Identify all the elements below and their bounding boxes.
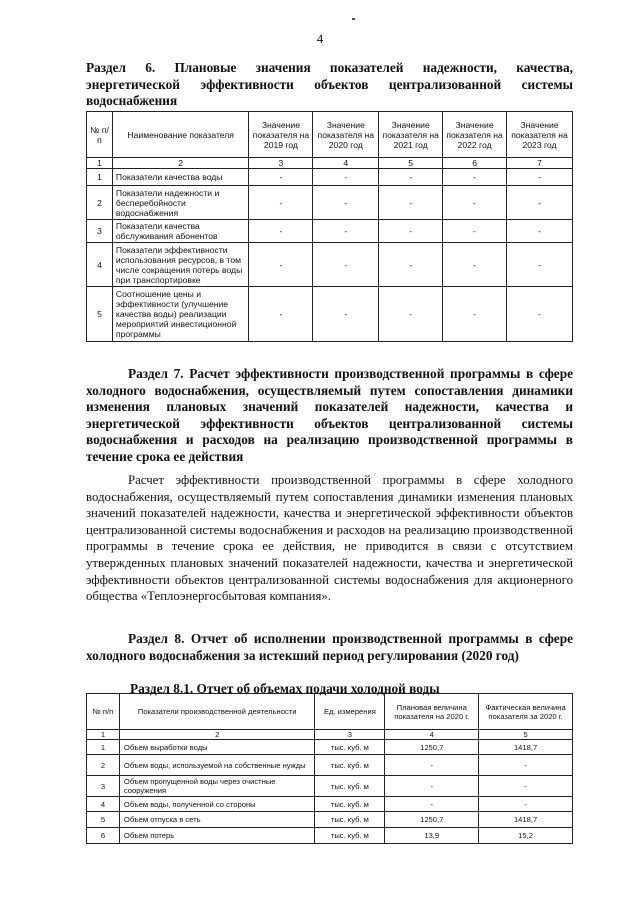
header-cell: Фактическая величина показателя за 2020 г. [479,694,573,730]
plan-value: - [385,755,479,776]
header-cell: Ед. измерения [315,694,385,730]
column-number: 3 [315,730,385,740]
column-number: 5 [379,158,443,169]
section7-paragraph-text: Расчет эффективности производственной программы в сфере холодного водоснабжения, осуществляемый путем сопоставления динамики изменения плановых значений показателей надежности, качества и энергетической эффективности объектов централизованной системы водоснабжения и расходов на реализацию производственной программы в течение срока ее действия, не приводится в связи с отсутствием утвержденных плановых значений показателей надежности, качества и энергетической эффективности объектов централизованной системы водоснабжения для акционерного общества «Теплоэнергосбытовая компания». [86,473,573,604]
indicator-name: Объем выработки воды [119,740,315,755]
value-cell: - [507,287,573,342]
plan-value: - [385,797,479,812]
indicator-name: Соотношение цены и эффективности (улучшение качества воды) реализации мероприятий инвестиционной программы [112,287,249,342]
value-cell: - [313,186,379,220]
column-number: 1 [87,158,113,169]
row-number: 5 [87,287,113,342]
unit-cell: тыс. куб. м [315,776,385,797]
fact-value: - [479,797,573,812]
row-number: 6 [87,828,120,844]
section8-1-title: Раздел 8.1. Отчет об объемах подачи холодной воды [130,681,440,696]
table-row [87,243,573,287]
value-cell: - [249,186,313,220]
value-cell: - [249,243,313,287]
header-cell: Значение показателя на 2020 год [313,112,379,158]
value-cell: - [249,169,313,186]
value-cell: - [313,243,379,287]
unit-cell: тыс. куб. м [315,812,385,828]
header-cell: Плановая величина показателя на 2020 г. [385,694,479,730]
value-cell: - [313,169,379,186]
header-cell: Значение показателя на 2021 год [379,112,443,158]
value-cell: - [379,243,443,287]
indicator-name: Объем потерь [119,828,315,844]
column-number: 4 [313,158,379,169]
table-row [87,776,573,797]
unit-cell: тыс. куб. м [315,740,385,755]
indicator-name: Показатели эффективности использования ресурсов, в том числе сокращения потерь воды при транспортировке [112,243,249,287]
value-cell: - [443,287,507,342]
fact-value: - [479,776,573,797]
value-cell: - [443,243,507,287]
row-number: 3 [87,220,113,243]
value-cell: - [507,243,573,287]
row-number: 3 [87,776,120,797]
column-number-row [87,158,573,169]
table-row [87,287,573,342]
header-cell: Значение показателя на 2022 год [443,112,507,158]
table-row [87,740,573,755]
row-number: 2 [87,755,120,776]
row-number: 4 [87,243,113,287]
header-cell: Показатели производственной деятельности [119,694,315,730]
column-number: 1 [87,730,120,740]
table-row [87,797,573,812]
value-cell: - [249,220,313,243]
value-cell: - [313,220,379,243]
section6-table [86,111,573,342]
indicator-name: Объем воды, полученной со стороны [119,797,315,812]
value-cell: - [443,169,507,186]
indicator-name: Объем воды, используемой на собственные нужды [119,755,315,776]
indicator-name: Показатели качества обслуживания абонентов [112,220,249,243]
indicator-name: Объем отпуска в сеть [119,812,315,828]
scan-speck [352,18,355,20]
section6-title: Раздел 6. Плановые значения показателей надежности, качества, энергетической эффективности объектов централизованной системы водоснабжения [86,60,573,108]
page-number: 4 [316,31,324,46]
table-row [87,220,573,243]
header-cell: Значение показателя на 2019 год [249,112,313,158]
unit-cell: тыс. куб. м [315,828,385,844]
table-header-row [87,694,573,730]
plan-value: 1250,7 [385,812,479,828]
table-row [87,755,573,776]
indicator-name: Показатели надежности и бесперебойности водоснабжения [112,186,249,220]
column-number: 2 [119,730,315,740]
header-cell: Наименование показателя [112,112,249,158]
fact-value: 1418,7 [479,740,573,755]
value-cell: - [379,186,443,220]
column-number: 5 [479,730,573,740]
unit-cell: тыс. куб. м [315,755,385,776]
header-cell: Значение показателя на 2023 год [507,112,573,158]
fact-value: 15,2 [479,828,573,844]
table-row [87,169,573,186]
column-number-row [87,730,573,740]
column-number: 3 [249,158,313,169]
column-number: 6 [443,158,507,169]
value-cell: - [443,220,507,243]
column-number: 2 [112,158,249,169]
fact-value: - [479,755,573,776]
indicator-name: Показатели качества воды [112,169,249,186]
section7-title [86,366,573,465]
plan-value: 13,9 [385,828,479,844]
table-row [87,186,573,220]
section7-paragraph [86,472,573,605]
fact-value: 1418,7 [479,812,573,828]
value-cell: - [249,287,313,342]
value-cell: - [507,169,573,186]
indicator-name: Объем пропущенной воды через очистные сооружения [119,776,315,797]
row-number: 2 [87,186,113,220]
table-row [87,828,573,844]
value-cell: - [507,220,573,243]
column-number: 7 [507,158,573,169]
row-number: 1 [87,740,120,755]
value-cell: - [507,186,573,220]
value-cell: - [379,220,443,243]
unit-cell: тыс. куб. м [315,797,385,812]
section8-table [86,693,573,844]
column-number: 4 [385,730,479,740]
value-cell: - [443,186,507,220]
section7-title-text: Раздел 7. Расчет эффективности производственной программы в сфере холодного водоснабжения, осуществляемый путем сопоставления динамики изменения плановых значений показателей надежности, качества и энергетической эффективности объектов централизованной системы водоснабжения и расходов на реализацию производственной программы в течение срока ее действия [86,366,573,464]
value-cell: - [379,287,443,342]
table-row [87,812,573,828]
row-number: 1 [87,169,113,186]
plan-value: - [385,776,479,797]
section8-title [86,630,573,664]
header-cell: № п/п [87,112,113,158]
row-number: 4 [87,797,120,812]
section8-title-text: Раздел 8. Отчет об исполнении производственной программы в сфере холодного водоснабжения за истекший период регулирования (2020 год) [86,631,573,663]
row-number: 5 [87,812,120,828]
table-header-row [87,112,573,158]
value-cell: - [313,287,379,342]
value-cell: - [379,169,443,186]
header-cell: № п/п [87,694,120,730]
plan-value: 1250,7 [385,740,479,755]
